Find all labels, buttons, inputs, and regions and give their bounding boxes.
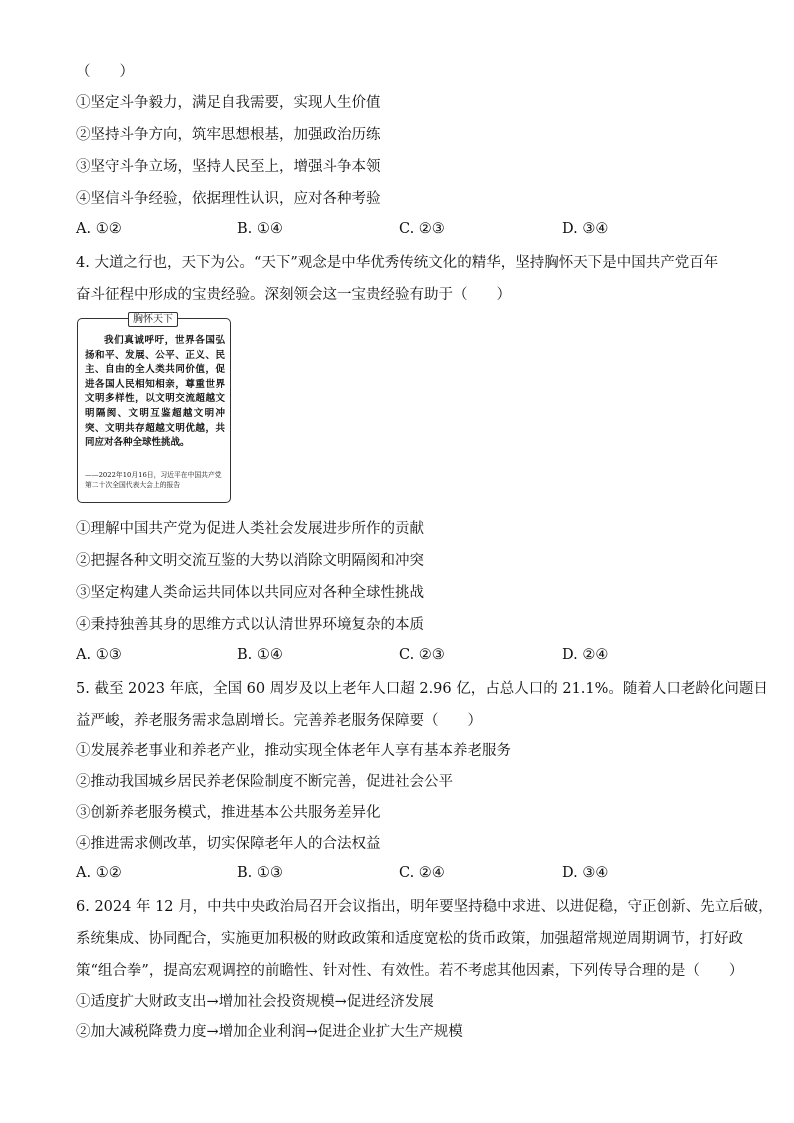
q5-stem-line-2: 益严峻，养老服务需求急剧增长。完善养老服务保障要（ ）: [76, 713, 482, 729]
q3-option-a: A. ①②: [76, 221, 122, 237]
q4-option-d: D. ②④: [562, 647, 609, 663]
q4-stem-line-2: 奋斗征程中形成的宝贵经验。深刻领会这一宝贵经验有助于（ ）: [76, 287, 511, 303]
q5-item-3: ③创新养老服务模式，推进基本公共服务差异化: [76, 805, 381, 821]
q5-option-a: A. ①②: [76, 865, 122, 881]
q5-option-d: D. ③④: [562, 865, 609, 881]
q4-option-c: C. ②③: [399, 647, 445, 663]
q3-option-c: C. ②③: [399, 221, 445, 237]
q6-stem-line-2: 系统集成、协同配合，实施更加积极的财政政策和适度宽松的货币政策，加强超常规逆周期调节，打好政: [76, 931, 743, 947]
q5-option-b: B. ①③: [237, 865, 283, 881]
quote-card-source: ——2022年10月16日，习近平在中国共产党第二十次全国代表大会上的报告: [85, 471, 222, 489]
q3-answer-blank: （ ）: [76, 64, 134, 80]
q3-item-4: ④坚信斗争经验，依据理性认识，应对各种考验: [76, 191, 381, 207]
q5-item-2: ②推动我国城乡居民养老保险制度不断完善，促进社会公平: [76, 774, 453, 790]
q4-item-2: ②把握各种文明交流互鉴的大势以消除文明隔阂和冲突: [76, 553, 424, 569]
q5-options: [76, 865, 716, 885]
q5-item-1: ①发展养老事业和养老产业，推动实现全体老年人享有基本养老服务: [76, 743, 511, 759]
q5-item-4: ④推进需求侧改革，切实保障老年人的合法权益: [76, 836, 381, 852]
q3-item-1: ①坚定斗争毅力，满足自我需要，实现人生价值: [76, 95, 381, 111]
q4-item-4: ④秉持独善其身的思维方式以认清世界环境复杂的本质: [76, 617, 424, 633]
q3-item-3: ③坚守斗争立场，坚持人民至上，增强斗争本领: [76, 159, 381, 175]
q4-item-1: ①理解中国共产党为促进人类社会发展进步所作的贡献: [76, 521, 424, 537]
q6-item-2: ②加大减税降费力度→增加企业利润→促进企业扩大生产规模: [76, 1024, 463, 1040]
q4-item-3: ③坚定构建人类命运共同体以共同应对各种全球性挑战: [76, 585, 424, 601]
quote-card-body: 我们真诚呼吁，世界各国弘扬和平、发展、公平、正义、民主、自由的全人类共同价值，促进各国人民相知相亲，尊重世界文明多样性，以文明交流超越文明隔阂、文明互鉴超越文明冲突、文明共存超越文明优越，共同应对各种全球性挑战。: [85, 335, 225, 449]
q6-stem-line-1: 6. 2024 年 12 月，中共中央政治局召开会议指出，明年要坚持稳中求进、以进促稳，守正创新、先立后破，: [76, 899, 773, 915]
q3-options: [76, 221, 716, 241]
q5-option-c: C. ②④: [399, 865, 445, 881]
quote-card: [77, 314, 231, 503]
q5-stem-line-1: 5. 截至 2023 年底，全国 60 周岁及以上老年人口超 2.96 亿，占总人口的 21.1%。随着人口老龄化问题日: [76, 681, 768, 697]
q4-option-a: A. ①③: [76, 647, 122, 663]
q3-item-2: ②坚持斗争方向，筑牢思想根基，加强政治历练: [76, 127, 381, 143]
q6-stem-line-3: 策“组合拳”，提高宏观调控的前瞻性、针对性、有效性。若不考虑其他因素，下列传导合理的是（ ）: [76, 963, 744, 979]
q4-options: [76, 647, 716, 667]
q4-option-b: B. ①④: [237, 647, 283, 663]
quote-card-title: 胸怀天下: [128, 312, 178, 327]
q6-item-1: ①适度扩大财政支出→增加社会投资规模→促进经济发展: [76, 994, 434, 1010]
q4-stem-line-1: 4. 大道之行也，天下为公。“天下”观念是中华优秀传统文化的精华，坚持胸怀天下是中国共产党百年: [76, 255, 719, 271]
q3-option-d: D. ③④: [562, 221, 609, 237]
q3-option-b: B. ①④: [237, 221, 283, 237]
